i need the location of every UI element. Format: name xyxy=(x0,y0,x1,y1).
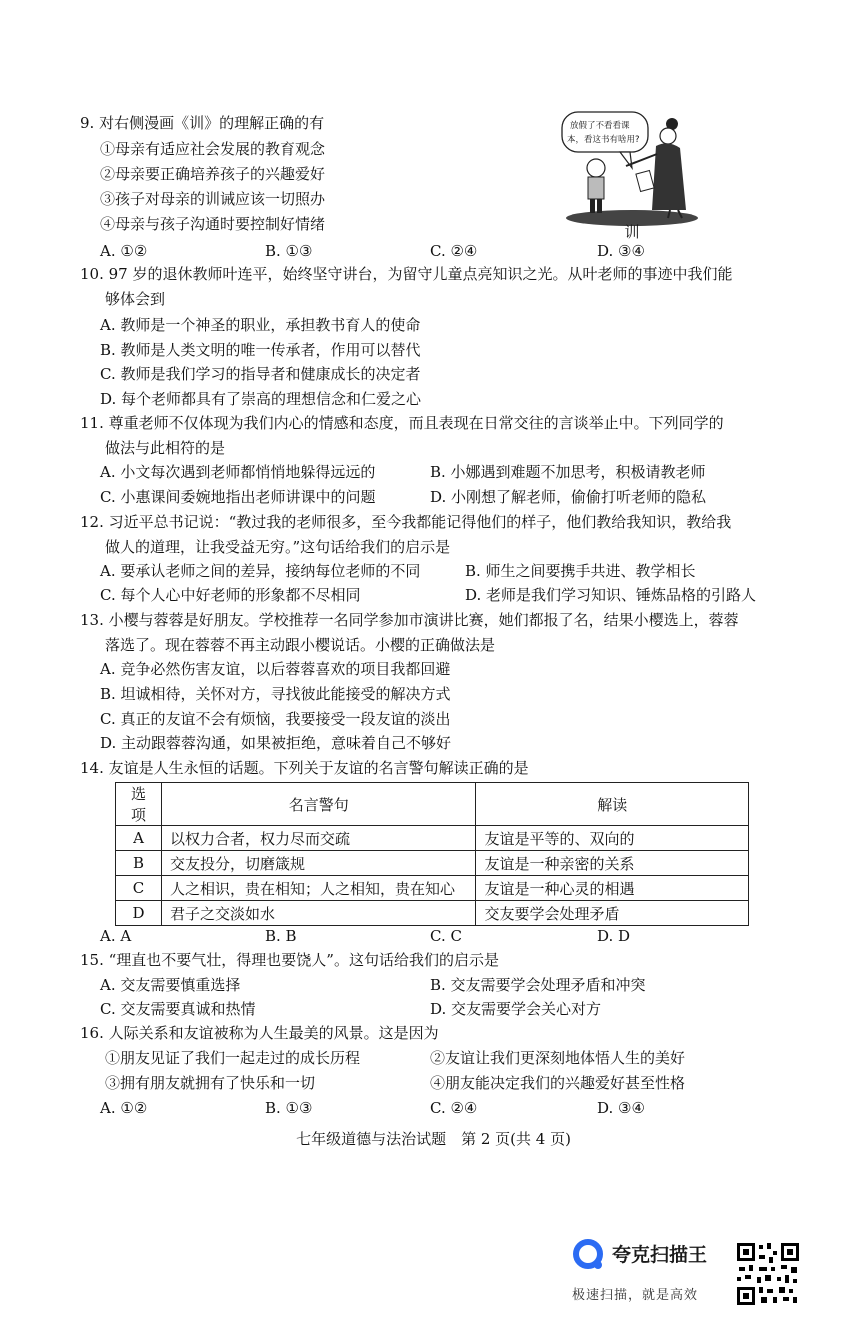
q10-option-a: A. 教师是一个神圣的职业，承担教书育人的使命 xyxy=(100,316,421,334)
q11-option-a: A. 小文每次遇到老师都悄悄地躲得远远的 xyxy=(100,463,376,481)
q15-option-a: A. 交友需要慎重选择 xyxy=(100,976,241,994)
page-footer: 七年级道德与法治试题 第 2 页(共 4 页) xyxy=(296,1130,571,1148)
row-quote: 交友投分，切磨箴规 xyxy=(161,851,475,876)
q13-option-d: D. 主动跟蓉蓉沟通，如果被拒绝，意味着自己不够好 xyxy=(100,734,452,752)
row-quote: 人之相识，贵在相知；人之相知，贵在知心 xyxy=(161,876,475,901)
q16-option-a: A. ①② xyxy=(100,1099,148,1117)
q16-item-4: ④朋友能决定我们的兴趣爱好甚至性格 xyxy=(430,1074,686,1092)
q11-stem-line-1: 11. 尊重老师不仅体现为我们内心的情感和态度，而且表现在日常交往的言谈举止中。下列同学的 xyxy=(80,414,724,432)
row-interpretation: 交友要学会处理矛盾 xyxy=(476,901,749,926)
row-interpretation: 友谊是一种心灵的相遇 xyxy=(476,876,749,901)
table-header-row xyxy=(116,783,749,826)
q9-item-3: ③孩子对母亲的训诫应该一切照办 xyxy=(100,190,326,208)
q11-option-d: D. 小刚想了解老师，偷偷打听老师的隐私 xyxy=(430,488,707,506)
q14-option-d: D. D xyxy=(597,927,631,945)
q9-item-2: ②母亲要正确培养孩子的兴趣爱好 xyxy=(100,165,326,183)
table-row xyxy=(116,901,749,926)
quark-logo-icon xyxy=(572,1238,606,1272)
q14-table xyxy=(115,782,749,926)
table-row xyxy=(116,876,749,901)
q10-option-b: B. 教师是人类文明的唯一传承者，作用可以替代 xyxy=(100,341,421,359)
q9-option-b: B. ①③ xyxy=(265,242,313,260)
row-option: D xyxy=(116,901,162,926)
q9-option-d: D. ③④ xyxy=(597,242,645,260)
q11-option-c: C. 小惠课间委婉地指出老师讲课中的问题 xyxy=(100,488,376,506)
q15-stem: 15. “理直也不要气壮，得理也要饶人”。这句话给我们的启示是 xyxy=(80,951,499,969)
row-option: B xyxy=(116,851,162,876)
row-quote: 君子之交淡如水 xyxy=(161,901,475,926)
q10-option-c: C. 教师是我们学习的指导者和健康成长的决定者 xyxy=(100,365,421,383)
header-quote: 名言警句 xyxy=(161,783,475,826)
q15-option-c: C. 交友需要真诚和热情 xyxy=(100,1000,256,1018)
q12-option-c: C. 每个人心中好老师的形象都不尽相同 xyxy=(100,586,361,604)
q16-option-d: D. ③④ xyxy=(597,1099,645,1117)
q9-option-a: A. ①② xyxy=(100,242,148,260)
q12-option-d: D. 老师是我们学习知识、锤炼品格的引路人 xyxy=(465,586,757,604)
brand-name: 夸克扫描王 xyxy=(612,1244,708,1266)
row-option: A xyxy=(116,826,162,851)
q14-stem: 14. 友谊是人生永恒的话题。下列关于友谊的名言警句解读正确的是 xyxy=(80,759,529,777)
q16-item-3: ③拥有朋友就拥有了快乐和一切 xyxy=(105,1074,316,1092)
q14-option-b: B. B xyxy=(265,927,297,945)
q13-option-a: A. 竞争必然伤害友谊，以后蓉蓉喜欢的项目我都回避 xyxy=(100,660,451,678)
q11-option-b: B. 小娜遇到难题不加思考，积极请教老师 xyxy=(430,463,706,481)
q13-stem-line-2: 落选了。现在蓉蓉不再主动跟小樱说话。小樱的正确做法是 xyxy=(105,636,496,654)
q15-option-d: D. 交友需要学会关心对方 xyxy=(430,1000,602,1018)
cartoon-speech-line-1: 放假了不看看课 xyxy=(570,121,630,131)
cartoon-caption: 训 xyxy=(624,223,640,240)
q11-stem-line-2: 做法与此相符的是 xyxy=(105,439,226,457)
q16-item-1: ①朋友见证了我们一起走过的成长历程 xyxy=(105,1049,361,1067)
q9-option-c: C. ②④ xyxy=(430,242,478,260)
q10-stem-line-2: 够体会到 xyxy=(105,290,166,308)
q9-item-4: ④母亲与孩子沟通时要控制好情绪 xyxy=(100,215,326,233)
q15-option-b: B. 交友需要学会处理矛盾和冲突 xyxy=(430,976,646,994)
row-option: C xyxy=(116,876,162,901)
header-option: 选项 xyxy=(116,783,162,826)
q12-stem-line-2: 做人的道理，让我受益无穷。”这句话给我们的启示是 xyxy=(105,538,451,556)
q12-option-b: B. 师生之间要携手共进、教学相长 xyxy=(465,562,696,580)
q16-item-2: ②友谊让我们更深刻地体悟人生的美好 xyxy=(430,1049,686,1067)
row-interpretation: 友谊是平等的、双向的 xyxy=(476,826,749,851)
q13-stem-line-1: 13. 小樱与蓉蓉是好朋友。学校推荐一名同学参加市演讲比赛，她们都报了名，结果小樱选上，蓉蓉 xyxy=(80,611,739,629)
cartoon-speech-line-2: 本，看这书有啥用? xyxy=(567,135,640,145)
q12-stem-line-1: 12. 习近平总书记说：“教过我的老师很多，至今我都能记得他们的样子，他们教给我知识，教给我 xyxy=(80,513,732,531)
qr-code-icon xyxy=(735,1241,801,1307)
q13-option-b: B. 坦诚相待，关怀对方，寻找彼此能接受的解决方式 xyxy=(100,685,451,703)
q16-option-c: C. ②④ xyxy=(430,1099,478,1117)
q12-option-a: A. 要承认老师之间的差异，接纳每位老师的不同 xyxy=(100,562,421,580)
q13-option-c: C. 真正的友谊不会有烦恼，我要接受一段友谊的淡出 xyxy=(100,710,451,728)
q10-stem-line-1: 10. 97 岁的退休教师叶连平，始终坚守讲台，为留守儿童点亮知识之光。从叶老师的事迹中我们能 xyxy=(80,265,733,283)
q9-cartoon-image xyxy=(560,110,700,240)
q9-stem: 9. 对右侧漫画《训》的理解正确的有 xyxy=(80,114,325,132)
table-row xyxy=(116,851,749,876)
q10-option-d: D. 每个老师都具有了崇高的理想信念和仁爱之心 xyxy=(100,390,422,408)
q16-stem: 16. 人际关系和友谊被称为人生最美的风景。这是因为 xyxy=(80,1024,439,1042)
q14-option-a: A. A xyxy=(100,927,132,945)
table-row xyxy=(116,826,749,851)
brand-slogan: 极速扫描，就是高效 xyxy=(572,1288,699,1303)
q9-item-1: ①母亲有适应社会发展的教育观念 xyxy=(100,140,326,158)
row-quote: 以权力合者，权力尽而交疏 xyxy=(161,826,475,851)
row-interpretation: 友谊是一种亲密的关系 xyxy=(476,851,749,876)
header-interpretation: 解读 xyxy=(476,783,749,826)
q14-option-c: C. C xyxy=(430,927,462,945)
q16-option-b: B. ①③ xyxy=(265,1099,313,1117)
